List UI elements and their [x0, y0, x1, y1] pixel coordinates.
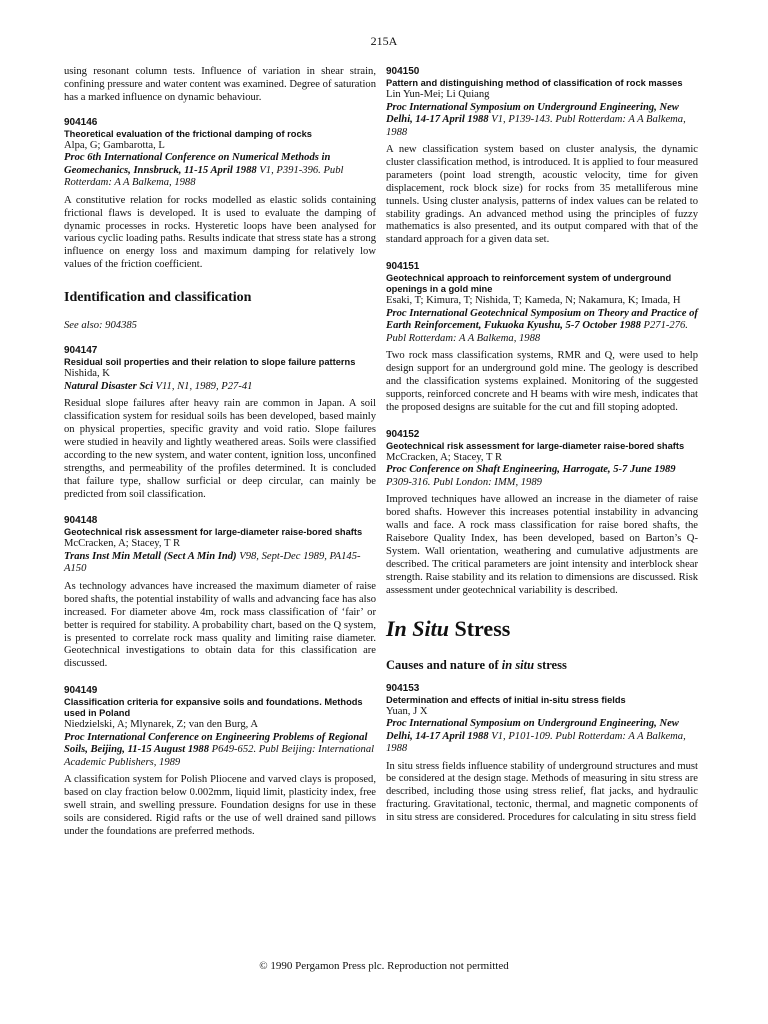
- accession-number: 904148: [64, 515, 98, 527]
- page-number: 215A: [370, 34, 398, 48]
- accession-number: 904146: [64, 116, 98, 128]
- major-section-heading: [386, 616, 698, 642]
- entry-source: [64, 732, 376, 770]
- source-details: P649-652. Publ Beijing: International Academic Publishers, 1989: [64, 744, 375, 768]
- accession-number: 904153: [386, 682, 420, 694]
- entry-authors: Niedzielski, A; Mlynarek, Z; van den Burg, A: [64, 719, 258, 731]
- entry-abstract: A classification system for Polish Pliocene and varved clays is proposed, based on clay fraction below 0.002mm, liquid limit, plasticity index, free swell strain, and swelling pressure. Foundation designs for use in these soils are considered. Rigid rafts or the use of well drained sand pillows under the foundations are preferred methods.: [64, 774, 376, 837]
- subheading-italic: in situ: [501, 657, 535, 672]
- entry-source: [386, 102, 698, 140]
- subheading-pre: Causes and nature of: [386, 657, 502, 672]
- entry-abstract: In situ stress fields influence stability of underground structures and must be considered at the design stage. Methods of measuring in situ stress are described, including those using stress relief, flat jacks, and hydraulic fracturing. Gravitational, tectonic, thermal, and magnetic components of in situ stress are considered. Procedures for calculating in situ stress field: [386, 760, 698, 824]
- source-journal: Trans Inst Min Metall (Sect A Min Ind): [64, 550, 237, 562]
- abstract-entry-904151: [386, 261, 698, 415]
- subsection-heading: [386, 658, 698, 673]
- copyright-footer: © 1990 Pergamon Press plc. Reproduction not permitted: [259, 960, 509, 972]
- subheading-post: stress: [534, 657, 567, 672]
- continuation-text: using resonant column tests. Influence of variation in shear strain, confining pressure and water content was examined. Degree of saturation has a marked influence on dynamic behaviour.: [64, 66, 376, 103]
- abstract-entry-904152: [386, 429, 698, 598]
- see-also-reference: See also: 904385: [64, 320, 137, 332]
- entry-authors: McCracken, A; Stacey, T R: [64, 538, 181, 550]
- abstract-entry-904147: [64, 345, 376, 501]
- entry-abstract: As technology advances have increased the maximum diameter of raise bored shafts, the potential instability of walls and advancing face has also increased. For diameter above 4m, rock mass classification of ‘fair’ or better is required for stability. A probability chart, based on the Q system, is presented to correlate rock mass quality and limiting raise diameter. Geotechnical investigations to obtain data for this classification are discussed.: [64, 580, 376, 670]
- entry-abstract: A new classification system based on cluster analysis, the dynamic cluster classification method, is introduced. It is applied to four measured parameters (point load strength, acoustic velocity, time for given displacement, rock block size) for rocks from 35 metalliferous mine tunnels. Using cluster analysis, patterns of index values can be related to stability gradings. An advanced method using the principles of fuzzy mathematics is also presented, and its output compared with that of the standard approach for a given data set.: [386, 144, 698, 246]
- entry-authors: Yuan, J X: [386, 705, 428, 717]
- right-column: [386, 66, 698, 839]
- accession-number: 904152: [386, 428, 420, 440]
- heading-italic-part: In Situ: [386, 615, 449, 641]
- entry-title: Classification criteria for expansive soils and foundations. Methods used in Poland: [64, 697, 363, 719]
- source-journal: Proc Conference on Shaft Engineering, Harrogate, 5-7 June 1989: [386, 464, 676, 476]
- source-journal: Proc 6th International Conference on Numerical Methods in Geomechanics, Innsbruck, 11-15 April 1988: [64, 152, 331, 176]
- entry-authors: Lin Yun-Mei; Li Quiang: [386, 89, 490, 100]
- entry-authors: Esaki, T; Kimura, T; Nishida, T; Kameda, N; Nakamura, K; Imada, H: [386, 295, 681, 307]
- source-details: V1, P139-143. Publ Rotterdam: A A Balkema, 1988: [386, 114, 686, 138]
- entry-title: Pattern and distinguishing method of classification of rock masses: [386, 78, 683, 88]
- entry-title: Residual soil properties and their relation to slope failure patterns: [64, 357, 356, 368]
- left-column: [64, 66, 376, 853]
- entry-title: Geotechnical risk assessment for large-diameter raise-bored shafts: [386, 440, 685, 451]
- entry-source: [64, 152, 376, 190]
- entry-abstract: A constitutive relation for rocks modelled as elastic solids containing frictional flaws is developed. It is used to evaluate the damping of dynamic processes in rocks. Hysteretic loops have been analysed for various cyclic loading paths. Results indicate that stress state has a strong influence on energy loss and maximum damping for relatively low values of the friction coefficient.: [64, 194, 376, 271]
- section-heading: Identification and classification: [64, 290, 252, 306]
- entry-abstract: Two rock mass classification systems, RMR and Q, were used to help design support for an underground gold mine. The geology is described and the classification systems explained. Monitoring of the suggested supports, reinforced concrete and H beams with wire mesh, indicates that the proposed designs are suitable for the cut and fill stoping adopted.: [386, 350, 698, 413]
- abstract-entry-904146: [64, 117, 376, 272]
- source-journal: Proc International Conference on Engineering Problems of Regional Soils, Beijing, 11-15 August 1988: [64, 731, 368, 756]
- source-journal: Natural Disaster Sci: [64, 380, 153, 392]
- entry-title: Geotechnical approach to reinforcement system of underground openings in a gold mine: [386, 273, 672, 295]
- accession-number: 904150: [386, 66, 420, 77]
- source-details: V98, Sept-Dec 1989, PA145-A150: [64, 550, 361, 575]
- source-details: P271-276. Publ Rotterdam: A A Balkema, 1988: [386, 320, 688, 344]
- source-details: V1, P101-109. Publ Rotterdam: A A Balkema, 1988: [386, 730, 686, 755]
- entry-source: [64, 551, 376, 576]
- abstract-entry-904148: [64, 515, 376, 671]
- source-journal: Proc International Geotechnical Symposium on Theory and Practice of Earth Reinforcement, Fukuoka Kyushu, 5-7 October 1988: [386, 307, 698, 332]
- entry-authors: Alpa, G; Gambarotta, L: [64, 139, 165, 151]
- accession-number: 904149: [64, 685, 98, 697]
- entry-authors: McCracken, A; Stacey, T R: [386, 451, 503, 463]
- entry-authors: Nishida, K: [64, 368, 110, 380]
- entry-title: Geotechnical risk assessment for large-diameter raise-bored shafts: [64, 527, 363, 538]
- abstract-entry-904150: [386, 66, 698, 247]
- source-details: V1, P391-396. Publ Rotterdam: A A Balkema, 1988: [64, 164, 344, 189]
- source-journal: Proc International Symposium on Underground Engineering, New Delhi, 14-17 April 1988: [386, 101, 679, 125]
- accession-number: 904151: [386, 261, 420, 273]
- abstract-entry-904149: [64, 685, 376, 839]
- entry-source: [386, 718, 698, 756]
- accession-number: 904147: [64, 345, 98, 357]
- source-details: P309-316. Publ London: IMM, 1989: [386, 476, 542, 488]
- entry-source: [386, 308, 698, 346]
- entry-source: [64, 381, 376, 394]
- source-journal: Proc International Symposium on Underground Engineering, New Delhi, 14-17 April 1988: [386, 718, 679, 742]
- entry-abstract: Residual slope failures after heavy rain are common in Japan. A soil classification system for residual soils has been developed, based mainly on physical properties, specific gravity and void ratio. Slope failures were studied in heavily and lightly weathered areas. Soils were classified according to the new system, and water content, ignition loss, unconfined strengths, and permeability of the profiles determined. It is concluded that failure type, shallow surficial or deep circular, can mainly be predicted from soil classification.: [64, 398, 376, 500]
- heading-rest-part: Stress: [449, 615, 511, 641]
- source-details: V11, N1, 1989, P27-41: [152, 380, 253, 392]
- abstract-entry-904153: [386, 683, 698, 826]
- entry-source: [386, 464, 698, 489]
- entry-title: Theoretical evaluation of the frictional damping of rocks: [64, 128, 312, 139]
- entry-title: Determination and effects of initial in-situ stress fields: [386, 694, 626, 705]
- entry-abstract: Improved techniques have allowed an increase in the diameter of raise bored shafts. However this increases potential instability in advancing walls and face. A rock mass classification for raise bored shafts, the Raisebore Quality Index, has been developed, based on Barton’s Q-System. Wall orientation, weathering and cumulative adjustments are described. The critical parameters are joint intensity and interblock shear strength. Raise stability and its relation to dimensions are discussed. Risk assessment under geotechnical variability is described.: [386, 494, 698, 596]
